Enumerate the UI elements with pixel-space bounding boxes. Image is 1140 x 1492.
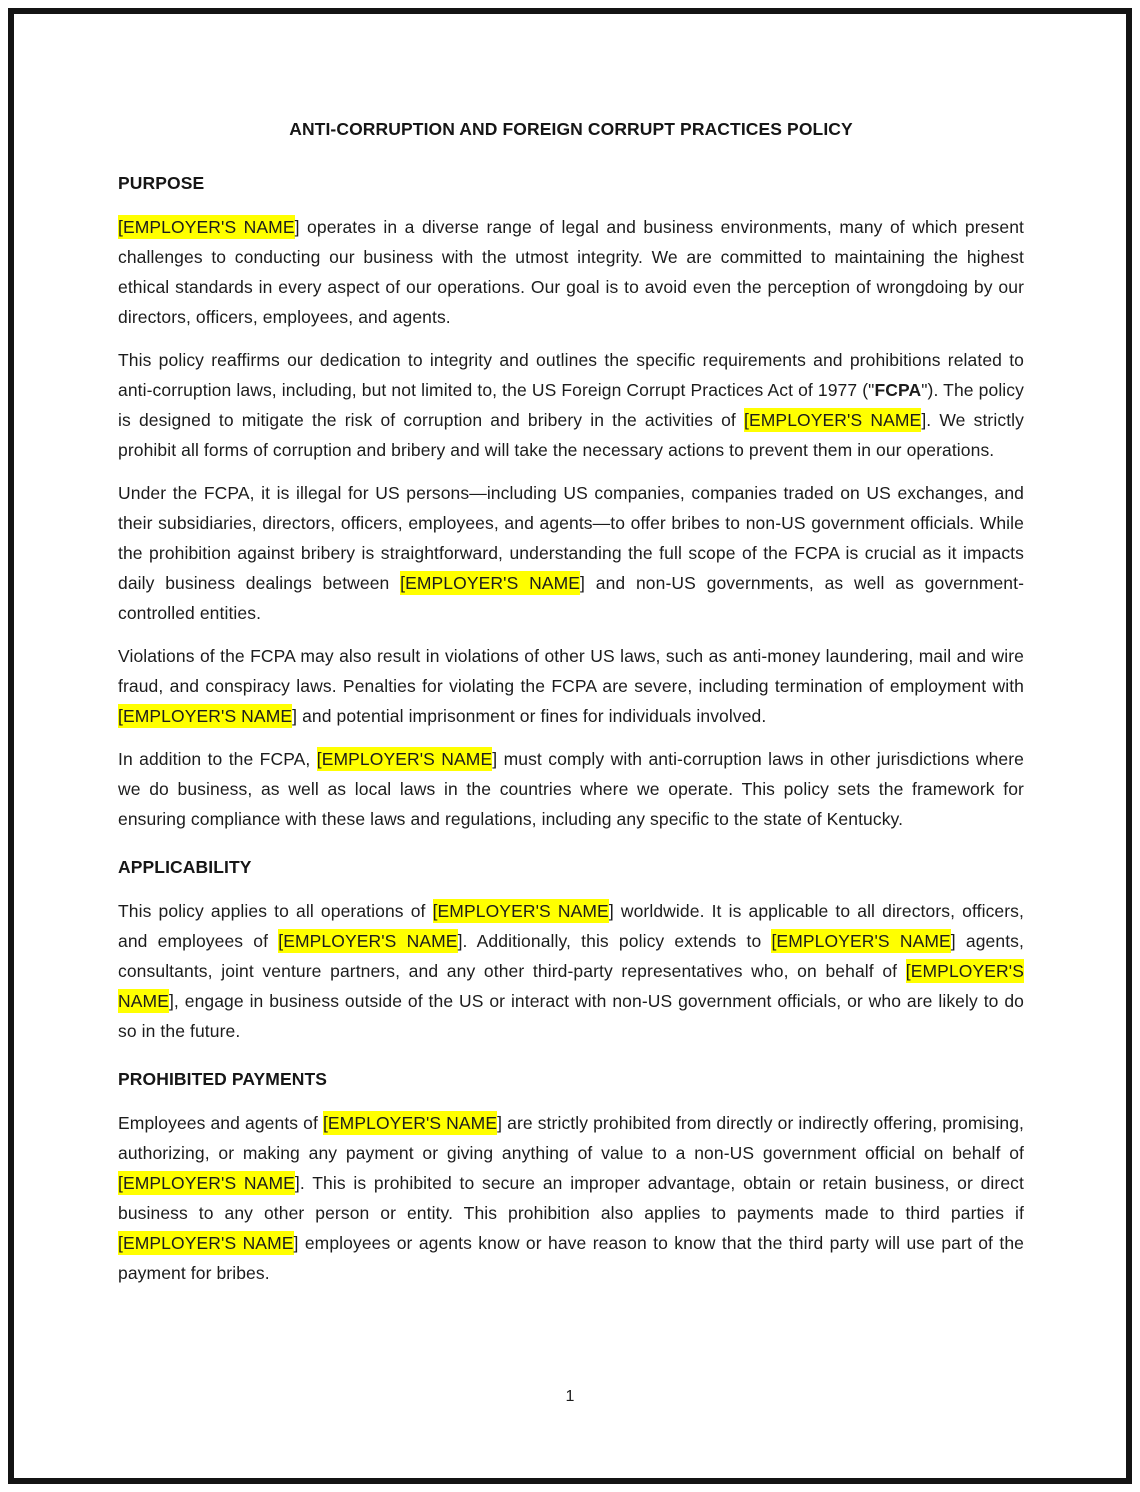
text-run: Under the FCPA, it is illegal for US persons—including US companies, companies traded on US exchanges, and their subsidiaries, directors, officers, employees, and agents—to offer bribes to non-US government officials. While the prohibition against bribery is straightforward, understanding the full scope of the FCPA is crucial as it impacts daily business dealings between — [118, 483, 1024, 593]
bold-text: FCPA — [874, 380, 922, 400]
text-run: ], engage in business outside of the US or interact with non-US government officials, or who are likely to do so in the future. — [118, 991, 1024, 1041]
paragraph — [118, 896, 1024, 1046]
employer-name-highlight: [EMPLOYER'S NAME — [400, 573, 581, 593]
text-run: Violations of the FCPA may also result in violations of other US laws, such as anti-money laundering, mail and wire fraud, and conspiracy laws. Penalties for violating the FCPA are severe, including termination of employment with — [118, 646, 1024, 696]
text-run: ] must comply with anti-corruption laws in other jurisdictions where we do business, as well as local laws in the countries where we operate. This policy sets the framework for ensuring compliance with these laws and regulations, including any specific to the state of Kentucky. — [118, 749, 1024, 829]
paragraph — [118, 641, 1024, 731]
paragraph — [118, 744, 1024, 834]
text-run: ] are strictly prohibited from directly or indirectly offering, promising, authorizing, or making any payment or giving anything of value to a non-US government official on behalf of — [118, 1113, 1024, 1163]
text-run: ] worldwide. It is applicable to all directors, officers, and employees of — [118, 901, 1024, 951]
section-heading: PURPOSE — [118, 173, 205, 193]
text-run: "). The policy is designed to mitigate the risk of corruption and bribery in the activities of — [118, 380, 1024, 430]
text-run: This policy applies to all operations of — [118, 901, 433, 921]
document-page — [14, 14, 1126, 1478]
text-run: ] agents, consultants, joint venture partners, and any other third-party representatives who, on behalf of — [118, 931, 1024, 981]
employer-name-highlight: [EMPLOYER'S NAME — [744, 410, 922, 430]
text-run: Employees and agents of — [118, 1113, 323, 1133]
text-run: ]. This is prohibited to secure an improper advantage, obtain or retain business, or direct business to any other person or entity. This prohibition also applies to payments made to third parties if — [118, 1173, 1024, 1223]
paragraph — [118, 212, 1024, 332]
text-run: ]. Additionally, this policy extends to — [457, 931, 772, 951]
document-section — [118, 1064, 1024, 1288]
text-run: This policy reaffirms our dedication to integrity and outlines the specific requirements and prohibitions related to anti-corruption laws, including, but not limited to, the US Foreign Corrupt Practices Act of 1977 (" — [118, 350, 1024, 400]
employer-name-highlight: [EMPLOYER'S NAME — [771, 931, 951, 951]
section-heading: PROHIBITED PAYMENTS — [118, 1069, 328, 1089]
employer-name-highlight: [EMPLOYER'S NAME — [278, 931, 458, 951]
text-run: ] employees or agents know or have reason to know that the third party will use part of the payment for bribes. — [118, 1233, 1024, 1283]
text-run: ] operates in a diverse range of legal and business environments, many of which present challenges to conducting our business with the utmost integrity. We are committed to maintaining the highest ethical standards in every aspect of our operations. Our goal is to avoid even the perception of wrongdoing by our directors, officers, employees, and agents. — [118, 217, 1024, 327]
employer-name-highlight: [EMPLOYER'S NAME — [118, 1233, 294, 1253]
paragraph — [118, 478, 1024, 628]
employer-name-highlight: [EMPLOYER'S NAME — [316, 749, 493, 769]
employer-name-highlight: [EMPLOYER'S NAME — [118, 217, 295, 237]
text-run: ] and non-US governments, as well as government-controlled entities. — [118, 573, 1025, 623]
employer-name-highlight: [EMPLOYER'S NAME — [118, 1173, 295, 1193]
employer-name-highlight: [EMPLOYER'S NAME — [118, 706, 293, 726]
page-title: ANTI-CORRUPTION AND FOREIGN CORRUPT PRACTICES POLICY — [289, 119, 853, 139]
page-number: 1 — [565, 1388, 575, 1405]
employer-name-highlight: [EMPLOYER'S NAME — [322, 1113, 498, 1133]
employer-name-highlight: [EMPLOYER'S NAME — [118, 961, 1024, 1011]
section-heading: APPLICABILITY — [118, 857, 252, 877]
document-body — [118, 168, 1024, 1288]
text-run: ]. We strictly prohibit all forms of corruption and bribery and will take the necessary actions to prevent them in our operations. — [118, 410, 1024, 460]
paragraph — [118, 1108, 1024, 1288]
text-run: ] and potential imprisonment or fines for individuals involved. — [292, 706, 767, 726]
paragraph — [118, 345, 1024, 465]
text-run: In addition to the FCPA, — [118, 749, 317, 769]
document-section — [118, 168, 1024, 834]
employer-name-highlight: [EMPLOYER'S NAME — [432, 901, 609, 921]
document-section — [118, 852, 1024, 1046]
